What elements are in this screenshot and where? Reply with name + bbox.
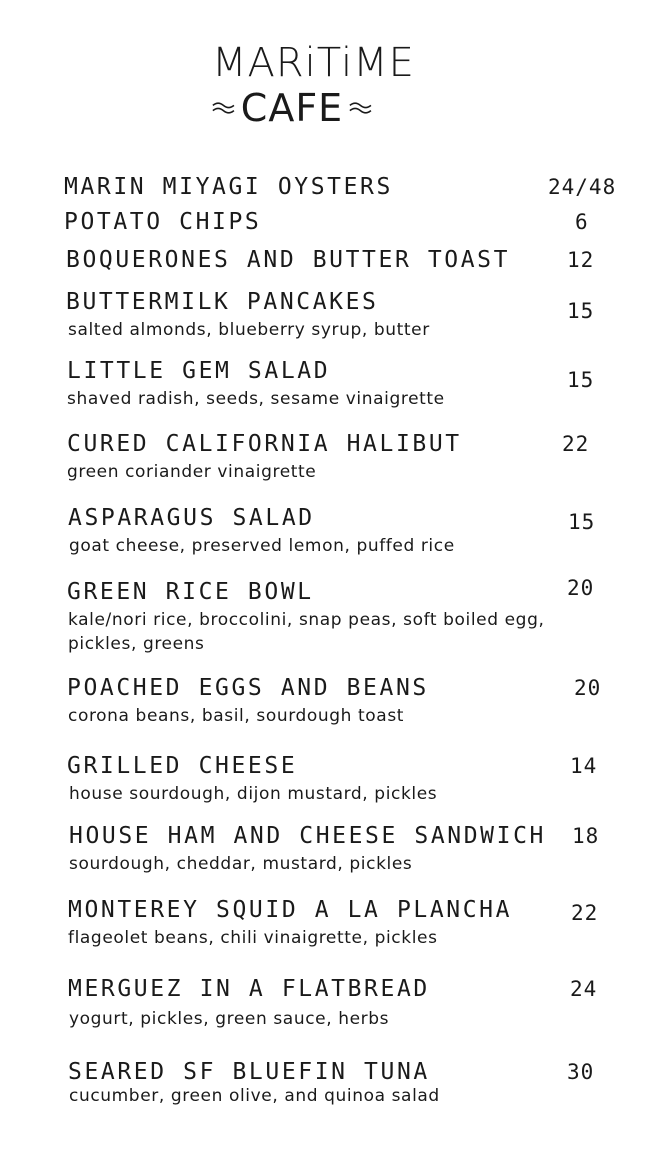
menu-item-price: 20 <box>567 576 595 600</box>
menu-item-description: shaved radish, seeds, sesame vinaigrette <box>67 389 445 409</box>
menu-item-price: 18 <box>572 824 600 848</box>
menu-item-name: BUTTERMILK PANCAKES <box>66 289 379 315</box>
logo-title: MARiTiME <box>212 40 415 86</box>
menu-item-price: 22 <box>562 432 590 456</box>
menu-item-description: green coriander vinaigrette <box>67 462 317 482</box>
menu-item-price: 20 <box>574 676 602 700</box>
menu-item-description: cucumber, green olive, and quinoa salad <box>69 1086 440 1106</box>
menu-item-price: 14 <box>570 754 598 778</box>
menu-item-price: 22 <box>571 901 599 925</box>
menu-item-description: yogurt, pickles, green sauce, herbs <box>69 1009 390 1029</box>
menu-item-price: 30 <box>567 1060 595 1084</box>
menu-item-name: SEARED SF BLUEFIN TUNA <box>68 1059 430 1085</box>
menu-item-name: POACHED EGGS AND BEANS <box>67 675 429 701</box>
menu-item-description: salted almonds, blueberry syrup, butter <box>68 320 430 340</box>
menu-item-description: goat cheese, preserved lemon, puffed rice <box>69 536 455 556</box>
menu-item-price: 24 <box>570 977 598 1001</box>
menu-item-price: 15 <box>567 368 595 392</box>
cafe-logo <box>212 40 415 130</box>
wave-left-icon <box>212 100 235 116</box>
menu-item-name: HOUSE HAM AND CHEESE SANDWICH <box>69 823 546 849</box>
menu-item-name: GRILLED CHEESE <box>67 753 298 779</box>
menu-item-description: corona beans, basil, sourdough toast <box>68 706 405 726</box>
menu-item-name: MONTEREY SQUID A LA PLANCHA <box>68 897 513 923</box>
menu-item-description: sourdough, cheddar, mustard, pickles <box>69 854 413 874</box>
menu-item-price: 12 <box>567 248 595 272</box>
menu-item-name: POTATO CHIPS <box>64 209 262 235</box>
menu-item-name: MERGUEZ IN A FLATBREAD <box>68 976 430 1002</box>
menu-item-name: LITTLE GEM SALAD <box>67 358 331 384</box>
menu-item-description: flageolet beans, chili vinaigrette, pickles <box>68 928 438 948</box>
menu-item-name: BOQUERONES AND BUTTER TOAST <box>66 247 511 273</box>
logo-subtitle-row <box>212 86 372 130</box>
menu-item-price: 15 <box>568 510 596 534</box>
menu-item-price: 24/48 <box>548 175 617 199</box>
menu-item-description: kale/nori rice, broccolini, snap peas, soft boiled egg, pickles, greens <box>68 610 545 654</box>
wave-right-icon <box>349 100 372 116</box>
menu-item-description: house sourdough, dijon mustard, pickles <box>69 784 438 804</box>
menu-item-name: CURED CALIFORNIA HALIBUT <box>67 431 462 457</box>
menu-item-name: MARIN MIYAGI OYSTERS <box>64 174 393 200</box>
menu-item-price: 15 <box>567 299 595 323</box>
menu-item-name: GREEN RICE BOWL <box>67 579 314 605</box>
menu-item-price: 6 <box>575 210 589 234</box>
logo-subtitle: CAFE <box>240 86 344 130</box>
menu-item-name: ASPARAGUS SALAD <box>68 505 315 531</box>
